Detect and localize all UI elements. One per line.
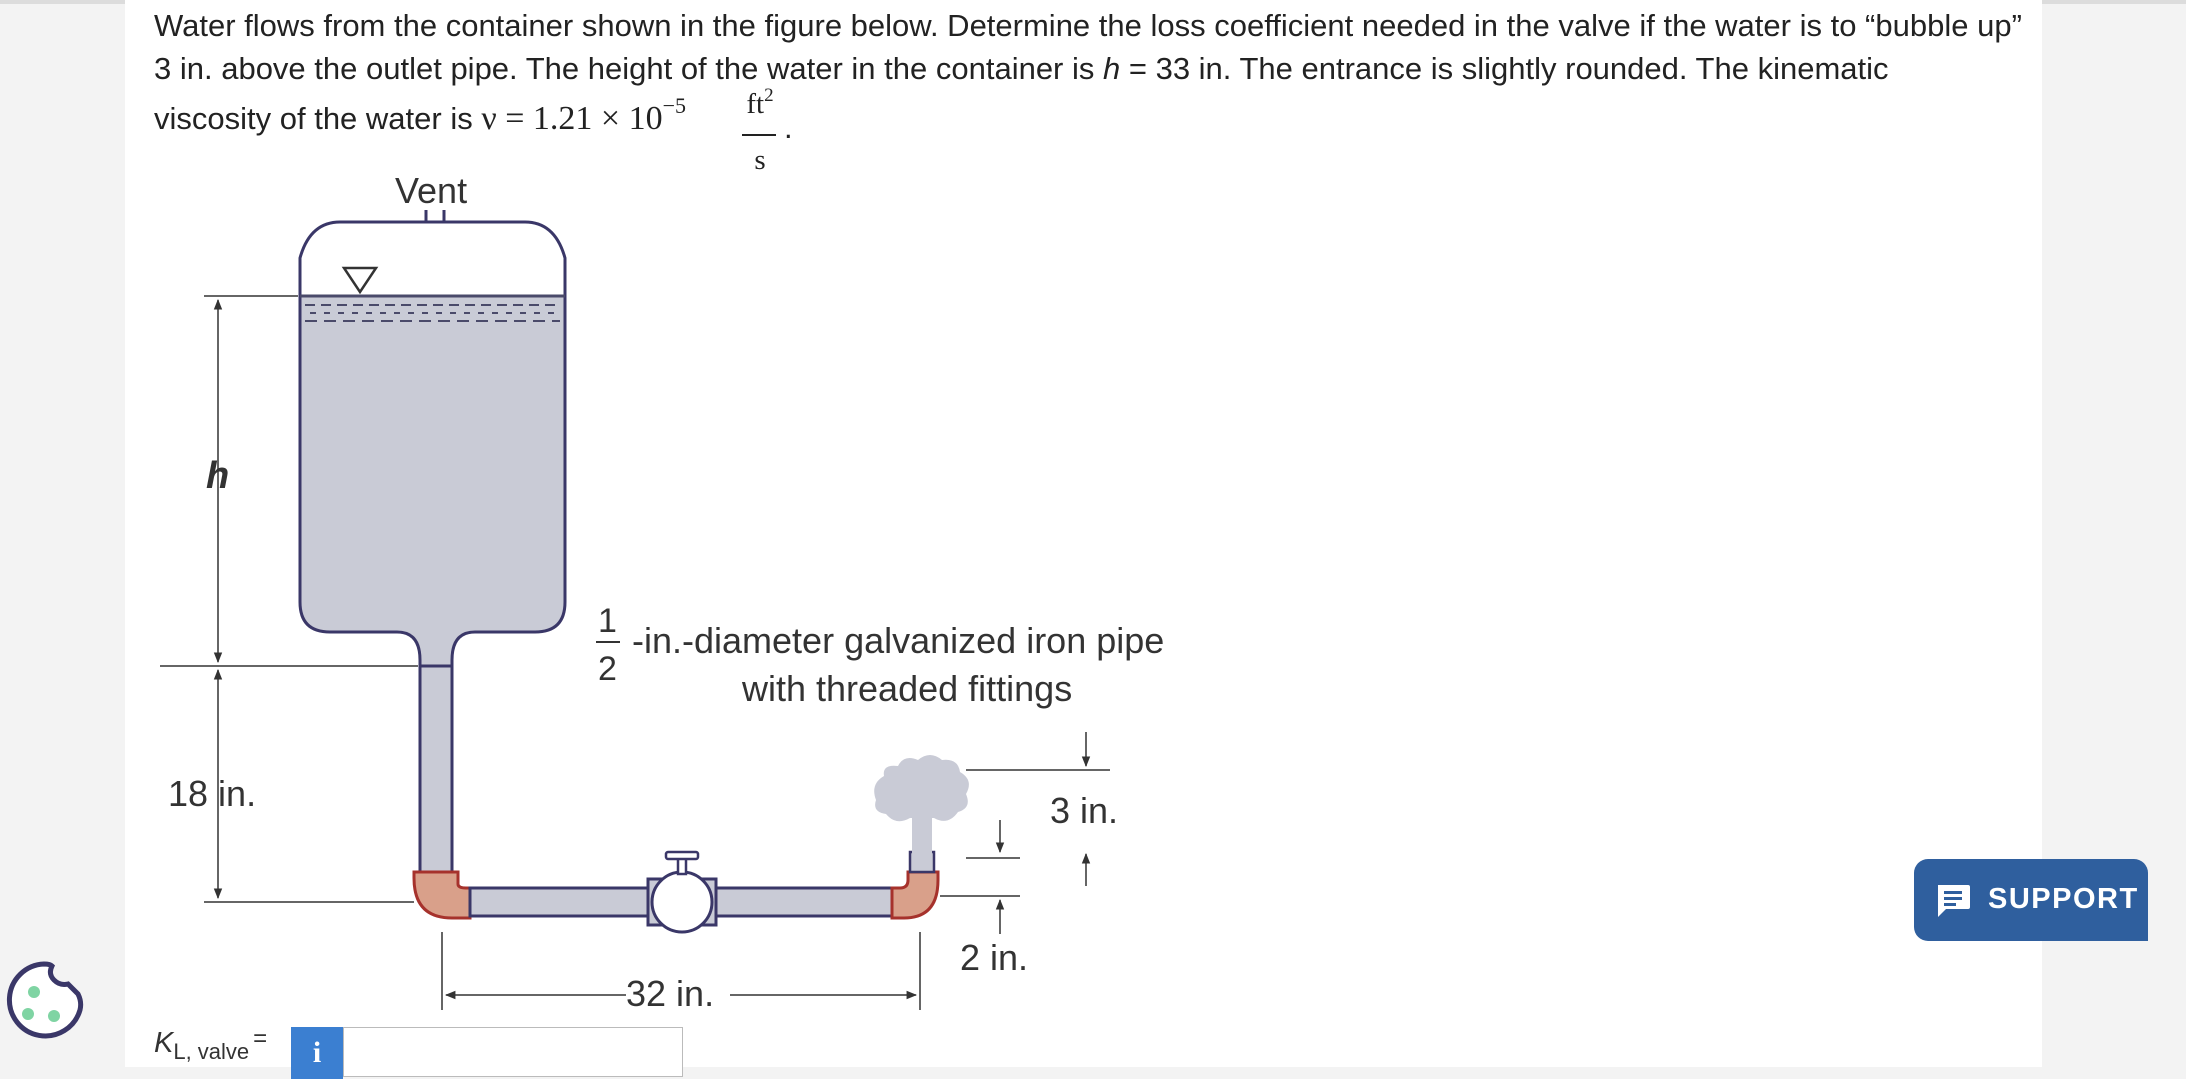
k-equals: = — [253, 1025, 268, 1052]
viscosity-prefix: viscosity of the water is — [154, 101, 482, 136]
support-button[interactable] — [1914, 859, 2148, 941]
pipe-desc-line1: -in.-diameter galvanized iron pipe — [632, 620, 1165, 661]
unit-numerator: ft — [746, 88, 765, 120]
pipe-height-label: 18 in. — [168, 773, 257, 814]
tank-dome — [300, 222, 565, 295]
unit-denominator: s — [754, 144, 766, 176]
right-elbow-body — [892, 872, 938, 918]
h-value-text: = 33 in. The entrance is slightly rounded. The kinematic — [1120, 51, 1889, 86]
horizontal-pipe-left — [470, 888, 648, 916]
info-icon[interactable]: i — [291, 1027, 343, 1079]
vent-stub — [426, 210, 444, 222]
pipe-fraction-den: 2 — [598, 650, 617, 688]
nu-symbol: ν — [481, 100, 497, 137]
answer-input[interactable] — [343, 1027, 683, 1077]
unit-numerator-exp: 2 — [764, 85, 774, 106]
left-elbow-body — [414, 872, 470, 918]
problem-text: Water flows from the container shown in the figure below. Determine the loss coefficient needed in the valve if the water is to “bubble up” 3 in. above the outlet pipe. The height of the water in the container is — [154, 8, 2022, 86]
water-bubble — [874, 755, 969, 854]
nu-exponent: −5 — [662, 93, 687, 118]
vertical-pipe — [420, 666, 452, 876]
nu-equals: = — [496, 100, 533, 137]
pipe-desc-line2: with threaded fittings — [742, 668, 1073, 709]
outlet-label: 2 in. — [960, 937, 1029, 978]
chat-icon — [1934, 881, 1972, 919]
support-label: SUPPORT — [1988, 883, 2139, 915]
outlet-pipe — [910, 852, 934, 872]
k-subscript: L, valve — [173, 1038, 250, 1064]
horizontal-pipe-right — [716, 888, 892, 916]
length-label: 32 in. — [626, 973, 715, 1014]
vent-label: Vent — [395, 170, 468, 211]
tank — [300, 295, 565, 666]
valve-icon — [648, 852, 716, 932]
h-variable: h — [1103, 51, 1121, 86]
nu-mantissa: 1.21 × 10 — [532, 100, 663, 137]
sentence-end: . — [784, 110, 793, 145]
bubble-label: 3 in. — [1050, 790, 1119, 831]
k-label — [154, 1027, 267, 1065]
h-label: h — [206, 455, 230, 497]
cookie-icon[interactable] — [4, 960, 84, 1044]
k-symbol: K — [154, 1027, 174, 1059]
pipe-fraction-num: 1 — [598, 602, 617, 640]
